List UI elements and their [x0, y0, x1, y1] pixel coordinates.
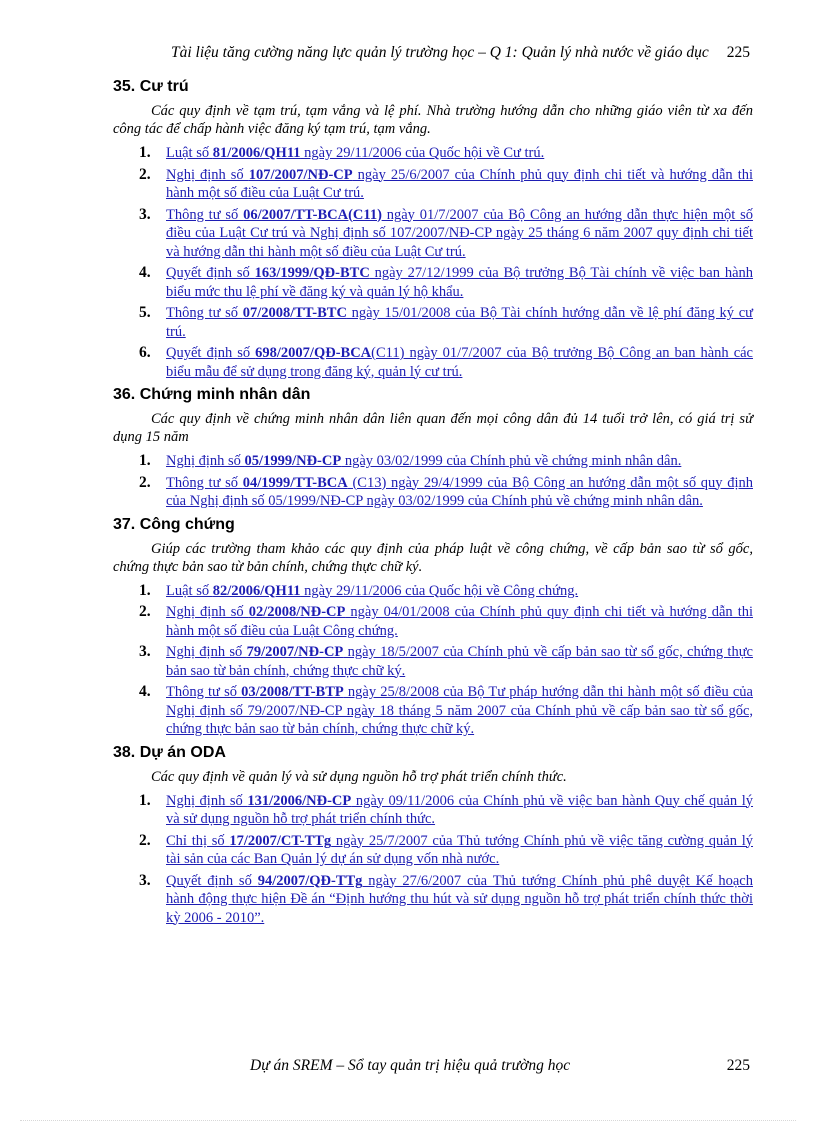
document-code: 17/2007/CT-TTg — [229, 832, 332, 849]
list-item — [113, 832, 753, 869]
section-title: 38. Dự án ODA — [113, 743, 226, 761]
list-item — [113, 206, 753, 262]
item-number: 3. — [139, 871, 151, 889]
document-link[interactable]: Nghị định số 02/2008/NĐ-CP ngày 04/01/2008 của Chính phủ quy định chi tiết và hướng dẫn thi hành một số điều của Luật Công chứng. — [166, 604, 753, 639]
section-intro: Giúp các trường tham khảo các quy định của pháp luật về công chứng, về cấp bản sao từ sổ gốc, chứng thực bản sao từ bản chính, chứng thực chữ ký. — [113, 540, 753, 575]
document-code: 05/1999/NĐ-CP — [244, 453, 342, 469]
section-title: 36. Chứng minh nhân dân — [113, 386, 311, 403]
document-code: 79/2007/NĐ-CP — [246, 644, 344, 660]
document-link[interactable]: Thông tư số 03/2008/TT-BTP ngày 25/8/2008 của Bộ Tư pháp hướng dẫn thi hành một số điều của Nghị định số 79/2007/NĐ-CP ngày 18 tháng 5 năm 2007 của Chính phủ về cấp bản sao từ sổ gốc, chứng thực bản sao từ bản chính, chứng thực chữ ký. — [166, 684, 753, 737]
section-intro: Các quy định về tạm trú, tạm vắng và lệ phí. Nhà trường hướng dẫn cho những giáo viên từ xa đến công tác để chấp hành việc đăng ký tạm trú, tạm vắng. — [113, 103, 753, 137]
item-number: 2. — [139, 831, 151, 849]
section-title: 37. Công chứng — [113, 515, 235, 533]
document-code: 107/2007/NĐ-CP — [248, 166, 353, 183]
item-number: 4. — [139, 264, 151, 281]
list-item — [113, 144, 753, 163]
item-number: 2. — [139, 473, 151, 491]
section-du-an-oda — [113, 742, 753, 928]
section-cu-tru — [113, 76, 753, 381]
document-code: 06/2007/TT-BCA(C11) — [243, 206, 382, 223]
section-intro: Các quy định về quản lý và sử dụng nguồn hỗ trợ phát triển chính thức. — [151, 768, 567, 785]
document-code: 03/2008/TT-BTP — [241, 684, 344, 700]
document-code: 94/2007/QĐ-TTg — [257, 872, 363, 889]
item-number: 1. — [139, 581, 151, 599]
document-link[interactable]: Quyết định số 698/2007/QĐ-BCA(C11) ngày 01/7/2007 của Bộ trưởng Bộ Công an ban hành các biểu mẫu để sử dụng trong đăng ký, quản lý cư trú. — [166, 345, 753, 380]
document-code: 02/2008/NĐ-CP — [248, 604, 346, 620]
list-item — [113, 452, 753, 471]
document-code: 163/1999/QĐ-BTC — [254, 265, 370, 281]
list-item — [113, 643, 753, 680]
list-item — [113, 792, 753, 829]
list-item — [113, 683, 753, 739]
section-title: 35. Cư trú — [113, 78, 189, 95]
item-number: 3. — [139, 205, 151, 223]
item-number: 3. — [139, 643, 151, 660]
footer-title: Dự án SREM – Sổ tay quản trị hiệu quả trường học — [250, 1057, 571, 1074]
document-link[interactable]: Nghị định số 131/2006/NĐ-CP ngày 09/11/2006 của Chính phủ về việc ban hành Quy chế quản lý và sử dụng nguồn hỗ trợ phát triển chính thức. — [166, 792, 754, 827]
document-code: 698/2007/QĐ-BCA — [255, 345, 372, 361]
item-number: 1. — [139, 791, 151, 809]
page-header — [110, 44, 750, 62]
page-bottom-divider — [20, 1120, 796, 1121]
list-item — [113, 166, 753, 203]
list-item — [113, 603, 753, 640]
document-link[interactable]: Thông tư số 04/1999/TT-BCA (C13) ngày 29/4/1999 của Bộ Công an hướng dẫn một số quy định của Nghị định số 05/1999/NĐ-CP ngày 03/02/1999 của Chính phủ về chứng minh nhân dân. — [166, 474, 753, 509]
document-code: 82/2006/QH11 — [212, 582, 301, 599]
item-number: 4. — [139, 683, 151, 700]
document-link[interactable]: Nghị định số 79/2007/NĐ-CP ngày 18/5/2007 của Chính phủ về cấp bản sao từ sổ gốc, chứng thực bản sao từ bản chính, chứng thực chữ ký. — [166, 644, 753, 679]
list-item — [113, 872, 753, 928]
document-link[interactable]: Luật số 81/2006/QH11 ngày 29/11/2006 của Quốc hội về Cư trú. — [166, 145, 545, 161]
document-code: 81/2006/QH11 — [212, 145, 301, 161]
document-code: 04/1999/TT-BCA — [242, 474, 348, 491]
document-link[interactable]: Nghị định số 107/2007/NĐ-CP ngày 25/6/2007 của Chính phủ quy định chi tiết và hướng dẫn thi hành một số điều của Luật Cư trú. — [166, 166, 753, 201]
item-number: 6. — [139, 344, 151, 361]
document-link[interactable]: Quyết định số 94/2007/QĐ-TTg ngày 27/6/2007 của Thủ tướng Chính phủ phê duyệt Kế hoạch hành động thực hiện Đề án “Định hướng thu hút và sử dụng nguồn hỗ trợ phát triển chính thức thời kỳ 2006 - 2010”. — [166, 872, 753, 926]
document-link[interactable]: Nghị định số 05/1999/NĐ-CP ngày 03/02/1999 của Chính phủ về chứng minh nhân dân. — [166, 453, 682, 469]
header-title: Tài liệu tăng cường năng lực quản lý trường học – Q 1: Quản lý nhà nước về giáo dục — [170, 44, 709, 61]
section-intro: Các quy định về chứng minh nhân dân liên quan đến mọi công dân đủ 14 tuổi trở lên, có giá trị sử dụng 15 năm — [113, 411, 753, 445]
item-number: 5. — [139, 304, 151, 321]
section-chung-minh-nhan-dan — [113, 384, 753, 511]
section-cong-chung — [113, 514, 753, 739]
item-number: 2. — [139, 603, 151, 620]
document-link[interactable]: Chỉ thị số 17/2007/CT-TTg ngày 25/7/2007 của Thủ tướng Chính phủ về việc tăng cường quản lý tài sản của các Ban Quản lý dự án sử dụng vốn nhà nước. — [166, 832, 753, 867]
list-item — [113, 304, 753, 341]
item-number: 2. — [139, 165, 151, 183]
list-item — [113, 582, 753, 601]
document-link[interactable]: Thông tư số 07/2008/TT-BTC ngày 15/01/2008 của Bộ Tài chính hướng dẫn về lệ phí đăng ký cư trú. — [166, 305, 753, 340]
document-code: 07/2008/TT-BTC — [242, 305, 347, 321]
document-body — [113, 76, 753, 930]
item-number: 1. — [139, 452, 151, 469]
list-item — [113, 264, 753, 301]
item-number: 1. — [139, 144, 151, 161]
list-item — [113, 474, 753, 511]
footer-page-number: 225 — [726, 1057, 750, 1074]
header-page-number: 225 — [726, 44, 750, 61]
list-item — [113, 344, 753, 381]
document-code: 131/2006/NĐ-CP — [247, 792, 352, 809]
document-link[interactable]: Quyết định số 163/1999/QĐ-BTC ngày 27/12/1999 của Bộ trưởng Bộ Tài chính về việc ban hành biểu mức thu lệ phí về đăng ký và quản lý hộ khẩu. — [166, 265, 754, 300]
document-link[interactable]: Luật số 82/2006/QH11 ngày 29/11/2006 của Quốc hội về Công chứng. — [166, 582, 579, 599]
document-link[interactable]: Thông tư số 06/2007/TT-BCA(C11) ngày 01/7/2007 của Bộ Công an hướng dẫn thực hiện một số điều của Luật Cư trú và Nghị định số 107/2007/NĐ-CP ngày 25 tháng 6 năm 2007 quy định chi tiết và hướng dẫn thi hành một số điều của Luật Cư trú. — [166, 206, 754, 260]
